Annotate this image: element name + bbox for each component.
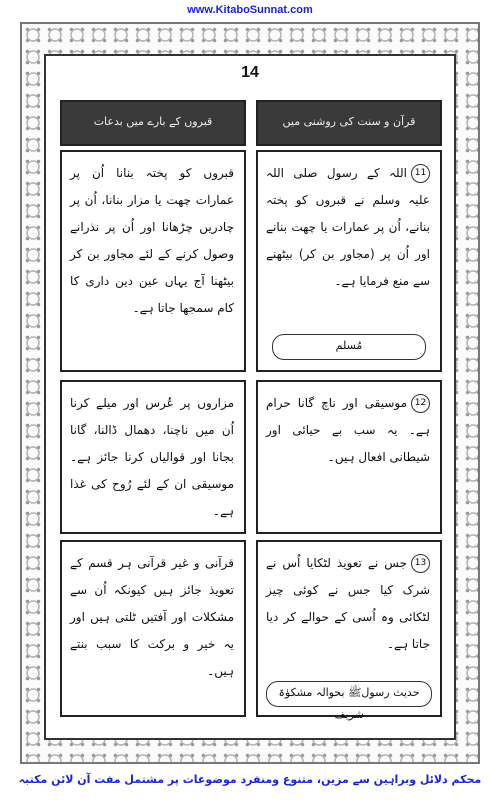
box-sunnah-1 <box>256 150 442 372</box>
box-text: مزاروں پر عُرس اور میلے کرنا اُن میں ناچنا، دھمال ڈالنا، گانا بجانا اور قوالیاں کرنا جائز ہے۔ موسیقی ان کے لئے رُوح کی غذا ہے۔ <box>70 396 234 518</box>
source-label: حدیث رسولﷺ بحوالہ مشکوٰۃ شریف <box>266 681 432 707</box>
item-number-badge: 12 <box>411 394 430 413</box>
box-text: قرآنی و غیر قرآنی ہر قسم کے تعویذ جائز ہیں کیونکہ اُن سے مشکلات اور آفتیں ٹلتی ہیں اور یہ خیر و برکت کا سبب بنتے ہیں۔ <box>70 556 234 678</box>
site-url[interactable]: www.KitaboSunnat.com <box>187 4 313 16</box>
box-bidah-2 <box>60 380 246 534</box>
box-bidah-3 <box>60 540 246 717</box>
box-text: قبروں کو پختہ بنانا اُن پر عمارات چھت یا مزار بنانا، اُن پر چادریں چڑھانا اور اُن پر نذرانے وصول کرنے کے لئے مجاور بن کر بیٹھنا آج یہاں عین دین داری کا کام سمجھا جاتا ہے۔ <box>70 166 234 315</box>
box-sunnah-2 <box>256 380 442 534</box>
header-banner-left: قبروں کے بارے میں بدعات <box>60 100 246 146</box>
box-sunnah-3 <box>256 540 442 721</box>
footer-tagline[interactable]: محکم دلائل وبراہین سے مزین، متنوع ومنفرد موضوعات پر مشتمل مفت آن لائن مکتبہ <box>18 773 482 786</box>
box-text: اللہ کے رسول صلی اللہ علیہ وسلم نے قبروں کو پختہ بنانے، اُن پر عمارات یا چھت بنانے اور اُن پر (مجاور بن کر) بیٹھنے سے منع فرمایا ہے۔ <box>266 166 430 288</box>
source-label: مُسلم <box>272 334 426 360</box>
page-number: 14 <box>241 64 259 81</box>
box-text: جس نے تعویذ لٹکایا اُس نے شرک کیا جس نے کوئی چیز لٹکائی وہ اُسی کے حوالے کر دیا جاتا ہے۔ <box>266 556 430 651</box>
box-text: موسیقی اور ناچ گانا حرام ہے۔ یہ سب بے حیائی اور شیطانی افعال ہیں۔ <box>266 396 430 464</box>
item-number-badge: 13 <box>411 554 430 573</box>
box-bidah-1 <box>60 150 246 372</box>
item-number-badge: 11 <box>411 164 430 183</box>
header-banner-right: قرآن و سنت کی روشنی میں <box>256 100 442 146</box>
